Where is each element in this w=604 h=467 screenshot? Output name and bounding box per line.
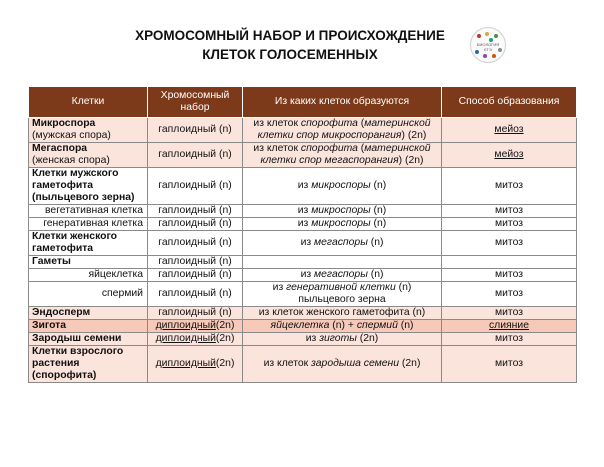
chromosome-set: гаплоидный (n) xyxy=(148,143,243,168)
header-cells: Клетки xyxy=(29,87,148,118)
origin: из зиготы (2n) xyxy=(243,333,442,346)
cell-name: Зигота xyxy=(29,320,148,333)
method: митоз xyxy=(442,231,577,256)
origin: из клеток спорофита (материнской клетки спор микроспорангия) (2n) xyxy=(243,118,442,143)
origin: из микроспоры (n) xyxy=(243,168,442,205)
origin: из клеток зародыша семени (2n) xyxy=(243,346,442,383)
cell-name xyxy=(29,143,148,168)
page-title xyxy=(120,26,460,64)
chromosome-set: гаплоидный (n) xyxy=(148,205,243,218)
cell-name-main: Мегаспора xyxy=(32,143,88,154)
chromosome-set: гаплоидный (n) xyxy=(148,118,243,143)
table-row xyxy=(29,118,577,143)
chromosome-set: гаплоидный (n) xyxy=(148,168,243,205)
title-line-2: КЛЕТОК ГОЛОСЕМЕННЫХ xyxy=(202,47,378,62)
cell-name: вегетативная клетка xyxy=(29,205,148,218)
cell-name: яйцеклетка xyxy=(29,269,148,282)
chromosome-set: диплоидный(2n) xyxy=(148,333,243,346)
cell-name: Клетки мужского гаметофита (пыльцевого зерна) xyxy=(29,168,148,205)
cell-name-note: (женская спора) xyxy=(32,155,110,166)
logo-dot xyxy=(483,54,487,58)
logo-icon xyxy=(470,27,506,63)
chromosome-set: гаплоидный (n) xyxy=(148,256,243,269)
method: митоз xyxy=(442,218,577,231)
method: митоз xyxy=(442,307,577,320)
origin: из мегаспоры (n) xyxy=(243,269,442,282)
chromosome-set: гаплоидный (n) xyxy=(148,218,243,231)
table-header-row xyxy=(29,87,577,118)
header-origin: Из каких клеток образуются xyxy=(243,87,442,118)
header-method: Способ образования xyxy=(442,87,577,118)
logo-dot xyxy=(494,34,498,38)
method: слияние xyxy=(442,320,577,333)
origin: из клеток женского гаметофита (n) xyxy=(243,307,442,320)
table-row xyxy=(29,143,577,168)
table-row xyxy=(29,218,577,231)
origin: из микроспоры (n) xyxy=(243,218,442,231)
origin: из микроспоры (n) xyxy=(243,205,442,218)
gymnosperm-cells-table xyxy=(28,86,577,383)
logo-dot xyxy=(492,54,496,58)
chromosome-set: диплоидный(2n) xyxy=(148,320,243,333)
chromosome-set: диплоидный(2n) xyxy=(148,346,243,383)
method: митоз xyxy=(442,282,577,307)
cell-name-main: Микроспора xyxy=(32,118,96,129)
origin: яйцеклетка (n) + спермий (n) xyxy=(243,320,442,333)
method: митоз xyxy=(442,168,577,205)
table-row xyxy=(29,307,577,320)
logo-text: БИОЛОГИЯ ЕГЭ xyxy=(476,42,500,52)
method: митоз xyxy=(442,269,577,282)
table-row xyxy=(29,282,577,307)
chromosome-set: гаплоидный (n) xyxy=(148,269,243,282)
header-chromosome-set: Хромосомный набор xyxy=(148,87,243,118)
logo-dot xyxy=(485,32,489,36)
table-row xyxy=(29,346,577,383)
table-row xyxy=(29,231,577,256)
cell-name: Гаметы xyxy=(29,256,148,269)
origin: из клеток спорофита (материнской клетки спор мегаспорангия) (2n) xyxy=(243,143,442,168)
table-row xyxy=(29,256,577,269)
origin: из мегаспоры (n) xyxy=(243,231,442,256)
chromosome-set: гаплоидный (n) xyxy=(148,307,243,320)
cell-name xyxy=(29,118,148,143)
logo-dot xyxy=(477,34,481,38)
cell-name: Эндосперм xyxy=(29,307,148,320)
table-row xyxy=(29,269,577,282)
cell-name: Зародыш семени xyxy=(29,333,148,346)
method: мейоз xyxy=(442,118,577,143)
cell-name-note: (мужская спора) xyxy=(32,130,111,141)
cell-name: спермий xyxy=(29,282,148,307)
chromosome-set: гаплоидный (n) xyxy=(148,282,243,307)
chromosome-set: гаплоидный (n) xyxy=(148,231,243,256)
cell-name: генеративная клетка xyxy=(29,218,148,231)
method: митоз xyxy=(442,333,577,346)
title-line-1: ХРОМОСОМНЫЙ НАБОР И ПРОИСХОЖДЕНИЕ xyxy=(135,28,445,43)
method: мейоз xyxy=(442,143,577,168)
table-row xyxy=(29,320,577,333)
method xyxy=(442,256,577,269)
method: митоз xyxy=(442,205,577,218)
cell-name: Клетки взрослого растения (спорофита) xyxy=(29,346,148,383)
table-row xyxy=(29,333,577,346)
method: митоз xyxy=(442,346,577,383)
origin: из генеративной клетки (n) пыльцевого зерна xyxy=(243,282,442,307)
table-row xyxy=(29,205,577,218)
origin xyxy=(243,256,442,269)
cell-name: Клетки женского гаметофита xyxy=(29,231,148,256)
table-row xyxy=(29,168,577,205)
